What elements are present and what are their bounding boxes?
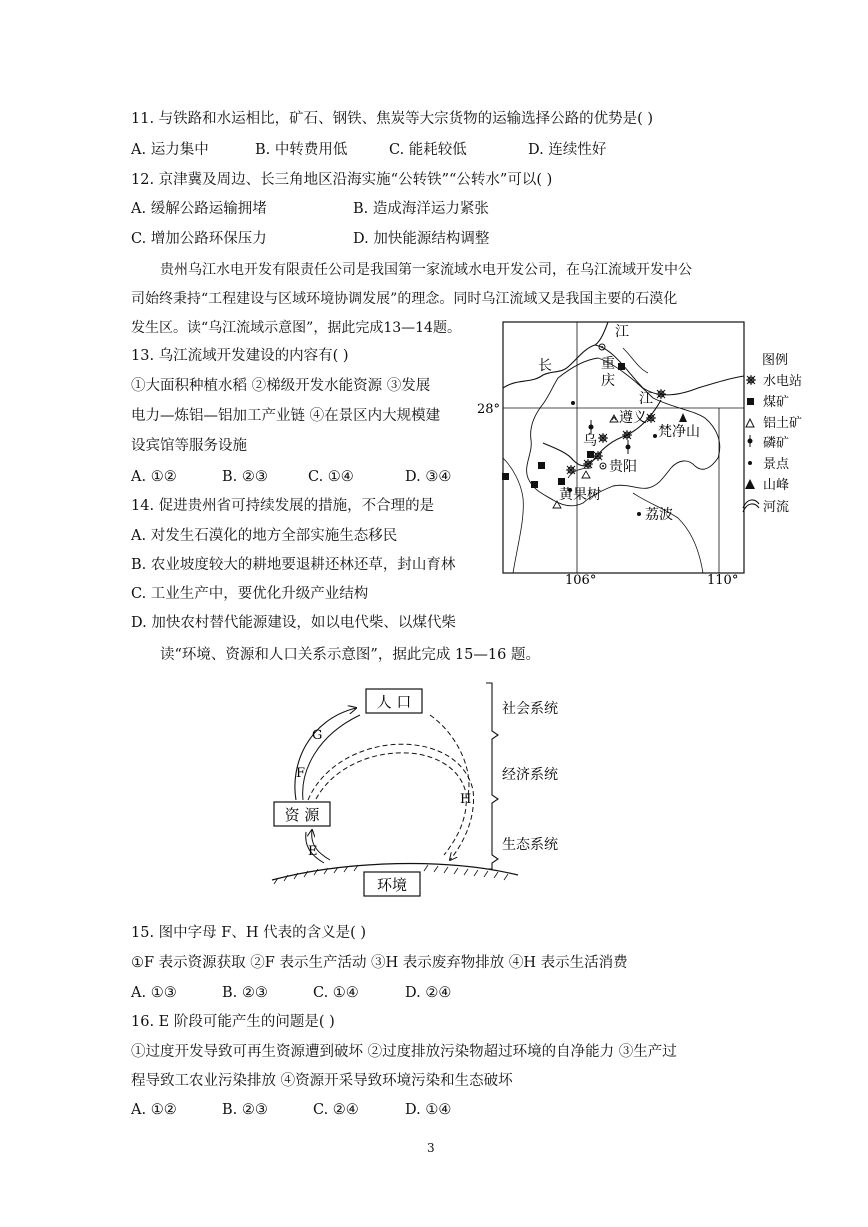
q16-option-c: C. ②④: [313, 1102, 359, 1118]
q11-option-c: C. 能耗较低: [389, 142, 467, 158]
q13-option-c: C. ①④: [308, 469, 354, 485]
legend-river-icon: [743, 504, 759, 512]
letter-h: H: [460, 792, 472, 807]
q16-body-line-1: ①过度开发导致可再生资源遭到破坏 ②过度排放污染物超过环境的自净能力 ③生产过: [131, 1044, 677, 1060]
q11-option-a: A. 运力集中: [131, 142, 209, 158]
arrow-dashed-arc: [308, 744, 474, 860]
system-social: 社会系统: [502, 701, 558, 717]
q15-option-c: C. ①④: [313, 985, 359, 1001]
resources-label: 资 源: [284, 806, 320, 824]
q12-option-d: D. 加快能源结构调整: [353, 231, 490, 247]
legend-hydropower-icon: [746, 375, 756, 385]
q14-stem: 14. 促进贵州省可持续发展的措施，不合理的是: [131, 498, 435, 514]
map-label-guiyang: 贵阳: [609, 459, 637, 475]
passage1-line-3: 发生区。读“乌江流域示意图”，据此完成13—14题。: [131, 320, 461, 336]
q14-option-c: C. 工业生产中，要优化升级产业结构: [131, 586, 369, 602]
q12-option-a: A. 缓解公路运输拥堵: [131, 201, 267, 217]
q13-body-line-2: 电力—炼铝—铝加工产业链 ④在景区内大规模建: [131, 408, 441, 424]
map-label-lat-28: 28°: [477, 402, 501, 417]
legend-peak: 山峰: [763, 478, 790, 493]
q13-body-line-3: 设宾馆等服务设施: [131, 438, 247, 454]
q11-option-d: D. 连续性好: [528, 142, 607, 158]
q16-body-line-2: 程导致工农业污染排放 ④资源开采导致环境污染和生态破坏: [131, 1073, 513, 1089]
q13-stem: 13. 乌江流域开发建设的内容有( ): [131, 348, 349, 364]
legend-river: 河流: [763, 500, 790, 515]
environment-resource-population-diagram: [268, 675, 608, 905]
map-label-huangguoshu: 黄果树: [559, 487, 601, 503]
arrow-h: [430, 715, 469, 795]
q16-option-b: B. ②③: [222, 1102, 268, 1118]
legend-coal-icon: [747, 398, 754, 405]
map-label-chang: 长: [538, 358, 552, 374]
legend-phosphate: 磷矿: [763, 436, 790, 451]
map-label-jiang-1: 江: [615, 324, 629, 340]
q16-option-d: D. ①④: [405, 1102, 452, 1118]
q13-body-line-1: ①大面积种植水稻 ②梯级开发水能资源 ③发展: [131, 378, 431, 394]
brace-economic: [492, 749, 498, 813]
q16-stem: 16. E 阶段可能产生的问题是( ): [131, 1014, 335, 1030]
map-label-lon-110: 110°: [707, 573, 739, 588]
page-number: 3: [427, 1141, 435, 1155]
q15-option-d: D. ②④: [405, 985, 452, 1001]
q11-stem: 11. 与铁路和水运相比，矿石、钢铁、焦炭等大宗货物的运输选择公路的优势是( ): [131, 111, 654, 127]
map-label-lon-106: 106°: [565, 573, 597, 588]
legend-scenic-icon: [748, 461, 752, 465]
legend-bauxite: 铝土矿: [763, 416, 803, 431]
legend-title: 图例: [762, 353, 789, 368]
legend-peak-icon: [745, 479, 755, 489]
q14-option-d: D. 加快农村替代能源建设，如以电代柴、以煤代柴: [131, 615, 456, 631]
letter-f: F: [296, 766, 306, 781]
legend-scenic: 景点: [763, 457, 790, 472]
q14-option-b: B. 农业坡度较大的耕地要退耕还林还草，封山育林: [131, 557, 456, 573]
q15-stem: 15. 图中字母 F、H 代表的含义是( ): [131, 925, 367, 941]
map-label-chongqing-2: 庆: [601, 373, 615, 389]
q15-option-a: A. ①③: [131, 985, 177, 1001]
q11-option-b: B. 中转费用低: [255, 142, 348, 158]
q15-option-b: B. ②③: [222, 985, 268, 1001]
map-legend: [743, 353, 802, 515]
passage2: 读“环境、资源和人口关系示意图”，据此完成 15—16 题。: [160, 647, 540, 663]
legend-coal: 煤矿: [763, 395, 790, 410]
map-label-zunyi: 遵义: [619, 410, 647, 426]
letter-e: E: [308, 844, 318, 859]
environment-label: 环境: [376, 876, 408, 894]
system-ecological: 生态系统: [502, 837, 558, 853]
system-economic: 经济系统: [502, 767, 558, 783]
legend-bauxite-icon: [746, 419, 754, 427]
map-label-fanjingshan: 梵净山: [658, 424, 700, 440]
q12-stem: 12. 京津冀及周边、长三角地区沿海实施“公转铁”“公转水”可以( ): [131, 172, 553, 188]
q15-body: ①F 表示资源获取 ②F 表示生产活动 ③H 表示废弃物排放 ④H 表示生活消费: [131, 955, 628, 971]
map-label-libo: 荔波: [645, 507, 673, 523]
map-label-jiang-2: 江: [639, 391, 653, 407]
passage1-line-1: 贵州乌江水电开发有限责任公司是我国第一家流域水电开发公司，在乌江流域开发中公: [160, 262, 692, 278]
legend-phosphate-icon: [748, 435, 753, 447]
map-label-chongqing-1: 重: [601, 356, 615, 372]
q12-option-b: B. 造成海洋运力紧张: [353, 201, 489, 217]
passage1-line-2: 司始终秉持“工程建设与区域环境协调发展”的理念。同时乌江流域又是我国主要的石漠化: [131, 291, 678, 307]
map-label-wu: 乌: [583, 433, 597, 449]
wujiang-basin-map: [473, 318, 818, 588]
q13-option-d: D. ③④: [405, 469, 452, 485]
legend-hydropower: 水电站: [763, 374, 803, 389]
q14-option-a: A. 对发生石漠化的地方全部实施生态移民: [131, 528, 398, 544]
q12-option-c: C. 增加公路环保压力: [131, 231, 267, 247]
population-label: 人 口: [376, 693, 412, 711]
brace-ecological: [486, 813, 498, 869]
q16-option-a: A. ①②: [131, 1102, 177, 1118]
brace-social: [486, 683, 498, 749]
q13-option-b: B. ②③: [222, 469, 268, 485]
letter-g: G: [312, 728, 323, 743]
q13-option-a: A. ①②: [131, 469, 177, 485]
